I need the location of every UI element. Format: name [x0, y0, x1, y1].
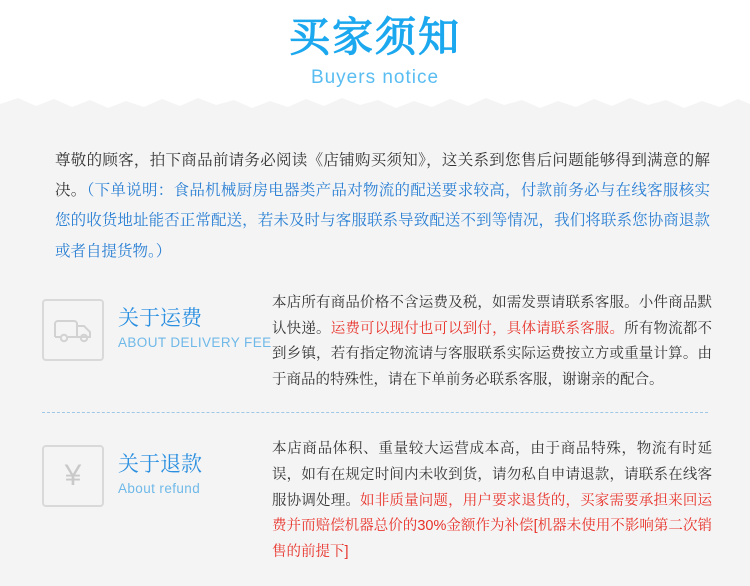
section-refund-body: [272, 431, 720, 566]
intro-text-primary: 尊敬的顾客，拍下商品前请务必阅读《店铺购买须知》，这关系到您售后问题能够得到满意的解决。: [55, 152, 710, 200]
section-title-en: About refund: [118, 481, 201, 497]
page-title: 买家须知: [289, 14, 461, 60]
section-delivery-fee-titles: [104, 299, 272, 354]
section-title-cn: 关于退款: [118, 453, 202, 477]
torn-paper-edge: [0, 95, 750, 113]
delivery-body-2: 所有物流都不到乡镇，若有指定物流请与客服联系实际运费按立方或重量计算。由于商品的特殊性，请在下单前务必联系客服，谢谢亲的配合。: [272, 320, 713, 389]
intro-text-secondary: （下单说明：食品机械厨房电器类产品对物流的配送要求较高，付款前务必与在线客服核实您的收货地址能否正常配送，若未及时与客服联系导致配送不到等情况，我们将联系您协商退款或者自提货物。）: [55, 182, 710, 260]
refund-body-1: 本店商品体积、重量较大运营成本高，由于商品特殊，物流有时延误，如有在规定时间内未收到货，请勿私自申请退款，请联系在线客服协调处理。: [272, 441, 712, 509]
section-refund-titles: [104, 445, 202, 500]
page-subtitle: Buyers notice: [310, 67, 440, 89]
refund-body-highlight: 如非质量问题，用户要求退货的，买家需要承担来回运费并而赔偿机器总价的30%金额作为补偿[机器未使用不影响第二次销售的前提下]: [272, 492, 713, 561]
section-refund: [0, 413, 750, 566]
delivery-truck-icon: [42, 299, 104, 361]
intro-paragraph: [0, 112, 750, 267]
section-delivery-fee-body: [272, 285, 720, 394]
yen-refund-icon: [42, 445, 104, 507]
notice-panel: [0, 112, 750, 586]
page-header: [0, 0, 750, 112]
delivery-body-highlight: 运费可以现付也可以到付，具体请联系客服。: [330, 320, 625, 337]
yen-symbol: ¥: [64, 459, 82, 493]
panel-tail-spacer: [0, 566, 750, 580]
delivery-body-1: 本店所有商品价格不含运费及税，如需发票请联系客服。小件商品默认快递。: [272, 294, 712, 337]
section-delivery-fee-heading: [42, 285, 272, 394]
section-title-cn: 关于运费: [118, 306, 202, 330]
section-refund-heading: [42, 431, 272, 566]
section-delivery-fee: [0, 267, 750, 394]
section-title-en: ABOUT DELIVERY FEE: [118, 335, 272, 351]
